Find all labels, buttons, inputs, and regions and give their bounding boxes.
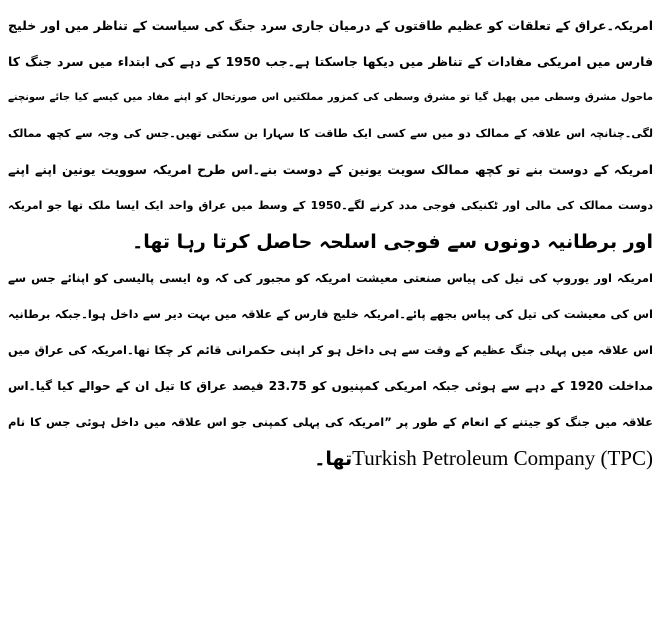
paragraph-2 xyxy=(8,260,653,476)
text-line: فارس میں امریکی مفادات کے تناظر میں دیکھا جاسکتا ہے۔جب 1950 کے دہے کی ابتداء میں سرد جنگ کا xyxy=(8,54,653,69)
text-line: دوست ممالک کی مالی اور ٹکنیکی فوجی مدد کرنے لگے۔1950 کے وسط میں عراق واحد ایک ایسا ملک تھا جو امریکہ xyxy=(8,199,653,212)
text-line: اس علاقہ میں پہلی جنگ عظیم کے وقت سے ہی داخل ہو کر اپنی حکمرانی قائم کر چکا تھا۔امریکہ کی عراق میں xyxy=(8,343,653,357)
text-line: ماحول مشرق وسطی میں پھیل گیا تو مشرق وسطی کی کمزور مملکتیں اس صورتحال کو اپنے مفاد میں کیسے کیا جائے سونچنے xyxy=(8,92,653,103)
text-line: اس کی معیشت کی تیل کی پیاس بجھے پائے۔امریکہ خلیج فارس کے علاقہ میں بہت دیر سے داخل ہوا۔جبکہ برطانیہ xyxy=(8,307,653,321)
text-line: لگی۔چنانچہ اس علاقہ کے ممالک دو میں سے کسی ایک طاقت کا سہارا بن سکتی تھیں۔جس کی وجہ سے کچھ ممالک xyxy=(8,127,653,140)
text-line: امریکہ کے دوست بنے تو کچھ ممالک سویت یونین کے دوست بنے۔اس طرح امریکہ سوویت یونین اپنے اپنے xyxy=(8,162,653,177)
text-line: اور برطانیہ دونوں سے فوجی اسلحہ حاصل کرتا رہا تھا۔ xyxy=(132,231,653,253)
company-name: Turkish Petroleum Company (TPC) xyxy=(352,446,653,470)
text-line: امریکہ اور یوروپ کی تیل کی پیاس صنعتی معیشت امریکہ کو مجبور کی کہ وہ ایسی پالیسی کو اپنائے جس سے xyxy=(8,271,653,285)
final-text-line xyxy=(8,440,653,476)
final-line-urdu: تھا۔ xyxy=(314,448,353,470)
paragraph-1 xyxy=(8,8,653,260)
text-line: امریکہ۔عراق کے تعلقات کو عظیم طاقتوں کے درمیان جاری سرد جنگ کی سیاست کے تناظر میں اور خلیج xyxy=(8,18,653,33)
text-line: علاقہ میں جنگ کو جیتنے کے انعام کے طور پر ”امریکہ کی پہلی کمپنی جو اس علاقہ میں داخل ہوئی جس کا نام xyxy=(8,415,653,429)
text-line: مداخلت 1920 کے دہے سے ہوئی جبکہ امریکی کمپنیوں کو 23.75 فیصد عراق کا تیل ان کے حوالے کیا گیا۔اس xyxy=(8,379,653,393)
